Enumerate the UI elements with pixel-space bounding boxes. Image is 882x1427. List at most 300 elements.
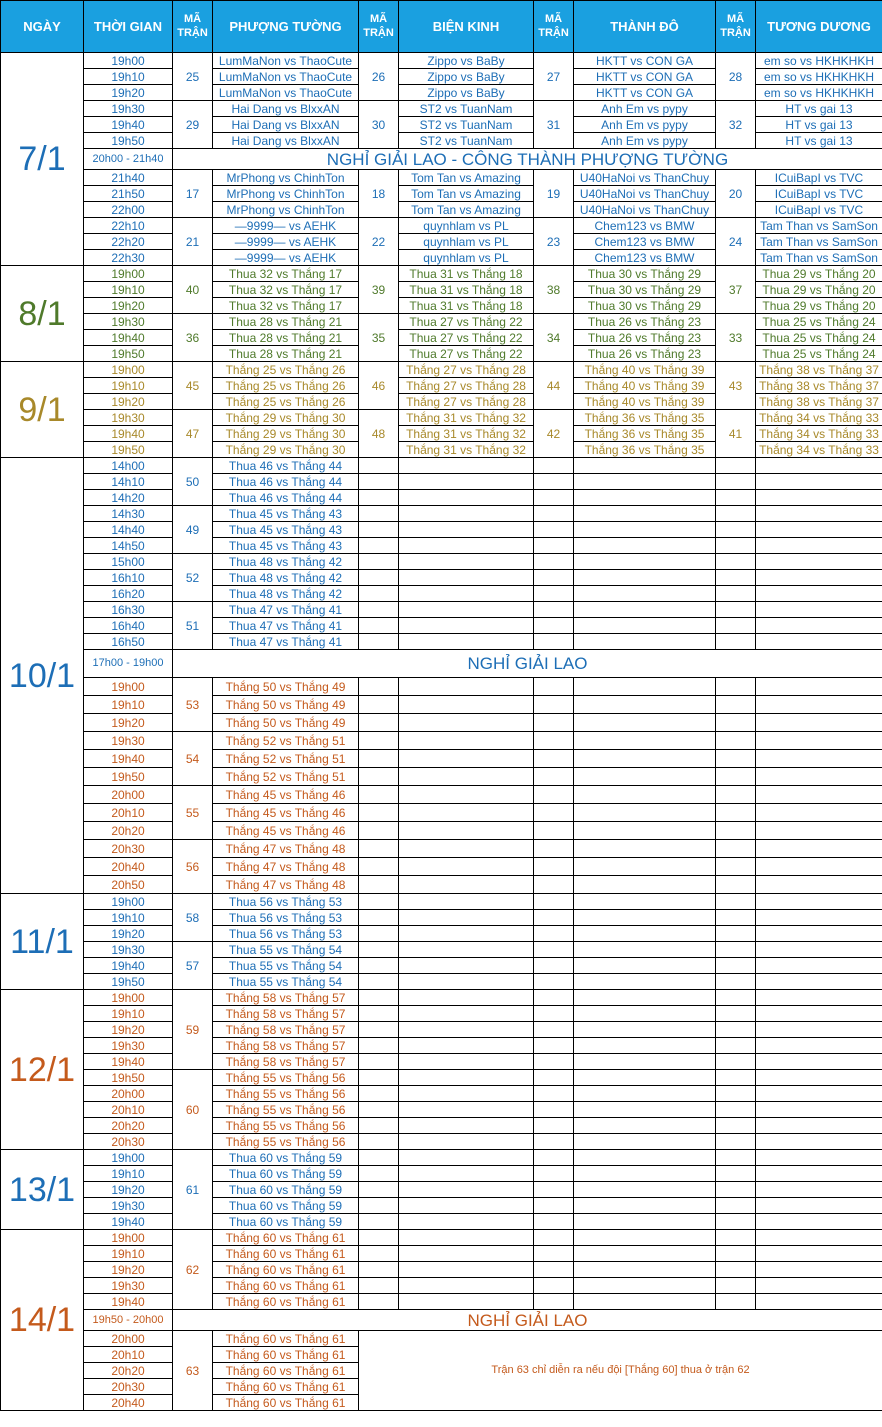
time-cell: 16h50 (84, 634, 173, 650)
empty-id-cell (534, 926, 574, 942)
match-cell: Thắng 29 vs Thắng 30 (213, 442, 359, 458)
empty-id-cell (534, 1006, 574, 1022)
match-cell: Thắng 55 vs Thắng 56 (213, 1070, 359, 1086)
empty-id-cell (534, 1102, 574, 1118)
break-label: NGHỈ GIẢI LAO - CÔNG THÀNH PHƯỢNG TƯỜNG (173, 149, 882, 170)
time-cell: 19h00 (84, 894, 173, 910)
empty-match-cell (574, 1246, 716, 1262)
match-cell: LumMaNon vs ThaoCute (213, 53, 359, 69)
match-cell: Thua 25 vs Thắng 24 (756, 314, 882, 330)
schedule-row (1, 634, 882, 650)
empty-id-cell (534, 942, 574, 958)
empty-id-cell (359, 1134, 399, 1150)
empty-match-cell (399, 1150, 534, 1166)
match-cell: HKTT vs CON GA (574, 53, 716, 69)
empty-id-cell (359, 1022, 399, 1038)
break-label: NGHỈ GIẢI LAO (173, 650, 882, 678)
empty-match-cell (399, 1102, 534, 1118)
empty-match-cell (399, 1246, 534, 1262)
match-cell: Thua 60 vs Thắng 59 (213, 1182, 359, 1198)
match-cell: MrPhong vs ChinhTon (213, 170, 359, 186)
time-cell: 19h20 (84, 1022, 173, 1038)
header-row (1, 1, 882, 53)
empty-id-cell (716, 1278, 756, 1294)
header-match-id: MÃ TRẬN (173, 1, 213, 53)
match-cell: Thắng 47 vs Thắng 48 (213, 876, 359, 894)
match-id-cell: 32 (716, 101, 756, 149)
time-cell: 19h00 (84, 1150, 173, 1166)
schedule-row (1, 410, 882, 426)
empty-id-cell (359, 1150, 399, 1166)
day-label: 11/1 (1, 894, 84, 990)
empty-match-cell (399, 1262, 534, 1278)
empty-id-cell (534, 1150, 574, 1166)
match-id-cell: 55 (173, 786, 213, 840)
empty-id-cell (534, 1182, 574, 1198)
time-cell: 19h00 (84, 1230, 173, 1246)
schedule-row (1, 926, 882, 942)
empty-id-cell (716, 1134, 756, 1150)
empty-match-cell (574, 1038, 716, 1054)
empty-match-cell (756, 570, 882, 586)
match-cell: Chem123 vs BMW (574, 234, 716, 250)
match-cell: Thua 26 vs Thắng 23 (574, 314, 716, 330)
break-time: 17h00 - 19h00 (84, 650, 173, 678)
empty-match-cell (399, 618, 534, 634)
schedule-row (1, 750, 882, 768)
match-cell: MrPhong vs ChinhTon (213, 186, 359, 202)
match-cell: Thắng 25 vs Thắng 26 (213, 378, 359, 394)
match-cell: Thua 48 vs Thắng 42 (213, 570, 359, 586)
time-cell: 22h20 (84, 234, 173, 250)
match-id-cell: 33 (716, 314, 756, 362)
empty-match-cell (399, 926, 534, 942)
empty-id-cell (716, 1022, 756, 1038)
match-id-cell: 40 (173, 266, 213, 314)
match-id-cell: 41 (716, 410, 756, 458)
match-cell: Thắng 60 vs Thắng 61 (213, 1262, 359, 1278)
empty-id-cell (359, 958, 399, 974)
schedule-row (1, 1102, 882, 1118)
schedule-row (1, 1022, 882, 1038)
empty-id-cell (359, 786, 399, 804)
match-cell: em so vs HKHKHKH (756, 85, 882, 101)
match-id-cell: 24 (716, 218, 756, 266)
match-cell: Thắng 55 vs Thắng 56 (213, 1102, 359, 1118)
match-cell: Thua 48 vs Thắng 42 (213, 554, 359, 570)
match-cell: Thắng 58 vs Thắng 57 (213, 990, 359, 1006)
schedule-row (1, 1182, 882, 1198)
match-cell: ST2 vs TuanNam (399, 133, 534, 149)
time-cell: 14h10 (84, 474, 173, 490)
time-cell: 19h00 (84, 266, 173, 282)
empty-id-cell (534, 1278, 574, 1294)
match-id-cell: 38 (534, 266, 574, 314)
empty-id-cell (716, 768, 756, 786)
match-cell: Thua 30 vs Thắng 29 (574, 266, 716, 282)
match-id-cell: 42 (534, 410, 574, 458)
match-cell: Chem123 vs BMW (574, 250, 716, 266)
empty-id-cell (716, 1006, 756, 1022)
empty-match-cell (399, 750, 534, 768)
empty-id-cell (534, 1262, 574, 1278)
empty-match-cell (574, 506, 716, 522)
match-cell: Thắng 38 vs Thắng 37 (756, 378, 882, 394)
schedule-row (1, 1198, 882, 1214)
time-cell: 19h40 (84, 750, 173, 768)
empty-match-cell (399, 804, 534, 822)
empty-match-cell (399, 858, 534, 876)
time-cell: 16h30 (84, 602, 173, 618)
match-cell: Thua 31 vs Thắng 18 (399, 298, 534, 314)
match-id-cell: 53 (173, 678, 213, 732)
match-cell: HKTT vs CON GA (574, 69, 716, 85)
schedule-row (1, 840, 882, 858)
empty-id-cell (534, 1134, 574, 1150)
empty-id-cell (534, 522, 574, 538)
empty-id-cell (534, 1198, 574, 1214)
empty-match-cell (756, 1278, 882, 1294)
schedule-row (1, 570, 882, 586)
time-cell: 20h40 (84, 858, 173, 876)
match-cell: Thắng 45 vs Thắng 46 (213, 804, 359, 822)
empty-id-cell (716, 942, 756, 958)
schedule-row (1, 958, 882, 974)
empty-match-cell (574, 602, 716, 618)
empty-id-cell (359, 1006, 399, 1022)
match-cell: Thua 46 vs Thắng 44 (213, 474, 359, 490)
empty-match-cell (756, 876, 882, 894)
match-cell: Thắng 60 vs Thắng 61 (213, 1363, 359, 1379)
time-cell: 14h50 (84, 538, 173, 554)
match-cell: HT vs gai 13 (756, 101, 882, 117)
empty-id-cell (534, 1022, 574, 1038)
empty-id-cell (716, 1118, 756, 1134)
empty-id-cell (534, 822, 574, 840)
schedule-row (1, 1278, 882, 1294)
empty-id-cell (359, 876, 399, 894)
empty-match-cell (574, 876, 716, 894)
schedule-row (1, 1214, 882, 1230)
match-cell: Thắng 31 vs Thắng 32 (399, 442, 534, 458)
empty-id-cell (359, 840, 399, 858)
empty-id-cell (359, 1118, 399, 1134)
match-id-cell: 17 (173, 170, 213, 218)
match-cell: Thua 27 vs Thắng 22 (399, 330, 534, 346)
match-cell: —9999— vs AEHK (213, 218, 359, 234)
empty-match-cell (399, 822, 534, 840)
match-cell: Thắng 47 vs Thắng 48 (213, 858, 359, 876)
match-cell: Tam Than vs SamSon (756, 250, 882, 266)
time-cell: 19h30 (84, 101, 173, 117)
empty-id-cell (359, 974, 399, 990)
empty-match-cell (574, 990, 716, 1006)
match-cell: Thắng 27 vs Thắng 28 (399, 394, 534, 410)
break-time: 19h50 - 20h00 (84, 1310, 173, 1331)
time-cell: 20h30 (84, 1134, 173, 1150)
empty-match-cell (399, 990, 534, 1006)
schedule-row (1, 618, 882, 634)
match-cell: Thua 26 vs Thắng 23 (574, 330, 716, 346)
empty-match-cell (756, 822, 882, 840)
empty-id-cell (359, 894, 399, 910)
day-label: 9/1 (1, 362, 84, 458)
match-id-cell: 45 (173, 362, 213, 410)
empty-id-cell (359, 602, 399, 618)
empty-match-cell (574, 1182, 716, 1198)
match-cell: Thua 60 vs Thắng 59 (213, 1150, 359, 1166)
empty-match-cell (574, 1150, 716, 1166)
time-cell: 19h40 (84, 1054, 173, 1070)
schedule-row (1, 1070, 882, 1086)
match-cell: LumMaNon vs ThaoCute (213, 85, 359, 101)
empty-match-cell (399, 1054, 534, 1070)
empty-id-cell (716, 910, 756, 926)
match-cell: Thắng 45 vs Thắng 46 (213, 786, 359, 804)
empty-id-cell (359, 750, 399, 768)
time-cell: 19h50 (84, 1070, 173, 1086)
match-cell: Thắng 36 vs Thắng 35 (574, 442, 716, 458)
schedule-row (1, 876, 882, 894)
time-cell: 22h00 (84, 202, 173, 218)
match-cell: HT vs gai 13 (756, 117, 882, 133)
empty-match-cell (399, 1182, 534, 1198)
schedule-row (1, 1150, 882, 1166)
empty-match-cell (574, 786, 716, 804)
match-cell: Thắng 36 vs Thắng 35 (574, 426, 716, 442)
match-cell: U40HaNoi vs ThanChuy (574, 170, 716, 186)
empty-id-cell (534, 910, 574, 926)
empty-match-cell (399, 840, 534, 858)
time-cell: 20h10 (84, 1102, 173, 1118)
schedule-row (1, 786, 882, 804)
match-cell: Thua 46 vs Thắng 44 (213, 490, 359, 506)
empty-match-cell (574, 1054, 716, 1070)
empty-id-cell (359, 1214, 399, 1230)
time-cell: 19h10 (84, 910, 173, 926)
empty-id-cell (716, 506, 756, 522)
match-cell: Thắng 45 vs Thắng 46 (213, 822, 359, 840)
empty-match-cell (399, 1038, 534, 1054)
break-time: 20h00 - 21h40 (84, 149, 173, 170)
empty-id-cell (716, 974, 756, 990)
time-cell: 19h40 (84, 330, 173, 346)
header-bien-kinh: BIỆN KINH (399, 1, 534, 53)
time-cell: 20h00 (84, 1086, 173, 1102)
match-cell: Thua 32 vs Thắng 17 (213, 266, 359, 282)
empty-match-cell (574, 1086, 716, 1102)
match-id-cell: 63 (173, 1331, 213, 1411)
match-cell: Thắng 50 vs Thắng 49 (213, 696, 359, 714)
match-cell: quynhlam vs PL (399, 234, 534, 250)
empty-match-cell (399, 876, 534, 894)
empty-match-cell (756, 732, 882, 750)
match-cell: Thua 48 vs Thắng 42 (213, 586, 359, 602)
empty-match-cell (574, 1214, 716, 1230)
empty-id-cell (359, 506, 399, 522)
time-cell: 19h30 (84, 314, 173, 330)
empty-id-cell (716, 926, 756, 942)
empty-match-cell (756, 602, 882, 618)
empty-match-cell (756, 942, 882, 958)
empty-match-cell (574, 1118, 716, 1134)
empty-match-cell (399, 974, 534, 990)
time-cell: 14h30 (84, 506, 173, 522)
time-cell: 14h40 (84, 522, 173, 538)
empty-id-cell (716, 1198, 756, 1214)
time-cell: 19h40 (84, 958, 173, 974)
time-cell: 19h00 (84, 678, 173, 696)
match-id-cell: 31 (534, 101, 574, 149)
schedule-row (1, 910, 882, 926)
match-cell: Thắng 40 vs Thắng 39 (574, 394, 716, 410)
empty-match-cell (756, 1102, 882, 1118)
schedule-row (1, 1331, 882, 1347)
time-cell: 19h50 (84, 442, 173, 458)
empty-match-cell (756, 1054, 882, 1070)
empty-match-cell (399, 506, 534, 522)
empty-match-cell (574, 696, 716, 714)
match-cell: Zippo vs BaBy (399, 53, 534, 69)
match-cell: Thua 27 vs Thắng 22 (399, 314, 534, 330)
empty-match-cell (574, 522, 716, 538)
empty-id-cell (716, 786, 756, 804)
schedule-row (1, 1134, 882, 1150)
time-cell: 16h20 (84, 586, 173, 602)
time-cell: 19h50 (84, 768, 173, 786)
empty-match-cell (756, 1118, 882, 1134)
empty-id-cell (359, 990, 399, 1006)
schedule-row (1, 768, 882, 786)
empty-id-cell (534, 506, 574, 522)
empty-match-cell (574, 894, 716, 910)
empty-id-cell (359, 1230, 399, 1246)
empty-id-cell (534, 1038, 574, 1054)
match-cell: Thắng 50 vs Thắng 49 (213, 678, 359, 696)
empty-match-cell (756, 804, 882, 822)
match-cell: Thắng 60 vs Thắng 61 (213, 1395, 359, 1411)
match-id-cell: 51 (173, 602, 213, 650)
empty-id-cell (716, 538, 756, 554)
schedule-row (1, 1006, 882, 1022)
time-cell: 19h20 (84, 1182, 173, 1198)
empty-match-cell (399, 768, 534, 786)
time-cell: 19h40 (84, 1214, 173, 1230)
empty-match-cell (399, 586, 534, 602)
time-cell: 21h40 (84, 170, 173, 186)
empty-id-cell (716, 1182, 756, 1198)
empty-id-cell (716, 958, 756, 974)
empty-match-cell (399, 1294, 534, 1310)
empty-id-cell (716, 732, 756, 750)
empty-id-cell (534, 1070, 574, 1086)
empty-id-cell (359, 678, 399, 696)
match-cell: Thắng 38 vs Thắng 37 (756, 362, 882, 378)
match-cell: ICuiBapI vs TVC (756, 186, 882, 202)
empty-id-cell (534, 1246, 574, 1262)
schedule-row (1, 554, 882, 570)
empty-id-cell (716, 1246, 756, 1262)
match-cell: Thua 29 vs Thắng 20 (756, 298, 882, 314)
time-cell: 19h40 (84, 426, 173, 442)
match-id-cell: 27 (534, 53, 574, 101)
match-cell: Thua 29 vs Thắng 20 (756, 282, 882, 298)
match-id-cell: 49 (173, 506, 213, 554)
time-cell: 19h40 (84, 117, 173, 133)
schedule-row (1, 822, 882, 840)
empty-id-cell (534, 894, 574, 910)
match-id-cell: 19 (534, 170, 574, 218)
empty-match-cell (756, 990, 882, 1006)
match-cell: MrPhong vs ChinhTon (213, 202, 359, 218)
empty-match-cell (574, 822, 716, 840)
schedule-row (1, 474, 882, 490)
match-id-cell: 36 (173, 314, 213, 362)
match-cell: Thắng 50 vs Thắng 49 (213, 714, 359, 732)
empty-match-cell (574, 458, 716, 474)
empty-id-cell (716, 458, 756, 474)
time-cell: 19h50 (84, 974, 173, 990)
match-cell: Thắng 60 vs Thắng 61 (213, 1347, 359, 1363)
match-id-cell: 59 (173, 990, 213, 1070)
empty-id-cell (359, 490, 399, 506)
empty-match-cell (399, 714, 534, 732)
match-id-cell: 28 (716, 53, 756, 101)
empty-match-cell (756, 474, 882, 490)
match-cell: Thua 47 vs Thắng 41 (213, 602, 359, 618)
empty-id-cell (716, 634, 756, 650)
match-id-cell: 43 (716, 362, 756, 410)
empty-id-cell (359, 822, 399, 840)
empty-match-cell (756, 678, 882, 696)
time-cell: 20h30 (84, 840, 173, 858)
match-cell: Thắng 36 vs Thắng 35 (574, 410, 716, 426)
match-cell: Thắng 60 vs Thắng 61 (213, 1246, 359, 1262)
match-cell: Thắng 60 vs Thắng 61 (213, 1278, 359, 1294)
match-cell: Thua 56 vs Thắng 53 (213, 910, 359, 926)
schedule-row (1, 101, 882, 117)
note-cell: Trận 63 chỉ diễn ra nếu đội [Thắng 60] thua ở trận 62 (359, 1331, 882, 1411)
empty-id-cell (534, 840, 574, 858)
empty-match-cell (756, 926, 882, 942)
empty-match-cell (399, 474, 534, 490)
empty-match-cell (574, 1006, 716, 1022)
match-cell: Thắng 34 vs Thắng 33 (756, 410, 882, 426)
match-cell: Tom Tan vs Amazing (399, 202, 534, 218)
schedule-row (1, 990, 882, 1006)
match-cell: Thắng 29 vs Thắng 30 (213, 410, 359, 426)
empty-match-cell (756, 750, 882, 768)
empty-id-cell (716, 876, 756, 894)
empty-id-cell (716, 586, 756, 602)
empty-match-cell (574, 804, 716, 822)
schedule-row (1, 170, 882, 186)
empty-id-cell (359, 1182, 399, 1198)
match-cell: Thua 47 vs Thắng 41 (213, 634, 359, 650)
schedule-row (1, 1086, 882, 1102)
time-cell: 19h30 (84, 1198, 173, 1214)
break-row (1, 149, 882, 170)
match-cell: Thắng 55 vs Thắng 56 (213, 1086, 359, 1102)
empty-id-cell (534, 1214, 574, 1230)
empty-match-cell (574, 1102, 716, 1118)
match-cell: Thắng 25 vs Thắng 26 (213, 394, 359, 410)
empty-match-cell (756, 1230, 882, 1246)
match-cell: Thắng 58 vs Thắng 57 (213, 1022, 359, 1038)
schedule-row (1, 1118, 882, 1134)
empty-match-cell (756, 1022, 882, 1038)
empty-match-cell (574, 926, 716, 942)
